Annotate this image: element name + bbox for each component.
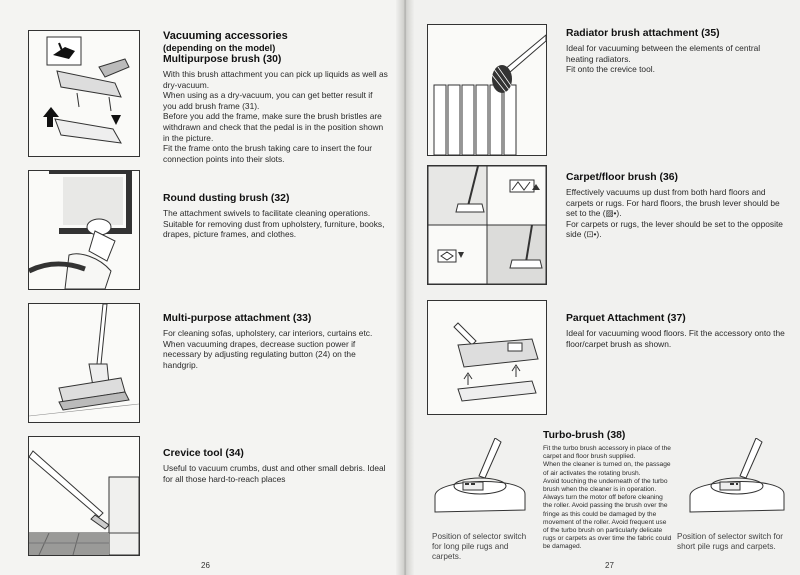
section-text: For carpets or rugs, the lever should be set to the opposite side (⊡•). [566, 218, 783, 240]
section-text: Fit onto the crevice tool. [566, 64, 655, 75]
radiator-brush-section [566, 28, 788, 75]
crevice-tool-section [163, 448, 388, 484]
turbo-brush-section [543, 430, 673, 552]
section-title: Turbo-brush (38) [543, 430, 626, 441]
section-title: Parquet Attachment (37) [566, 313, 686, 324]
section-text: Always turn the motor off before cleaning the roller. Avoid passing the brush over the fringe as this could be damaged by the movement of the roller. Avoid frequent use of the turbo brush on particularly delicate rugs or carpets as over time the fabric could be damaged. [543, 494, 672, 551]
multi-purpose-attachment-illustration [28, 303, 140, 423]
turbo-brush-long-pile-drawing [425, 438, 535, 528]
section-text: Effectively vacuums up dust from both hard floors and carpets or rugs. For hard floors, the brush lever should be set to the (▨•). [566, 187, 780, 219]
section-text: Before you add the frame, make sure the brush bristles are withdrawn and check that the pedal is in the position shown in the picture. [163, 111, 384, 143]
multipurpose-brush-illustration [28, 30, 140, 157]
parquet-attachment-illustration [427, 300, 547, 415]
right-page [405, 0, 800, 575]
crevice-tool-illustration [28, 436, 140, 556]
carpet-floor-brush-section [566, 172, 788, 240]
section-text: Ideal for vacuuming between the elements of central heating radiators. [566, 43, 761, 64]
carpet-floor-brush-illustration [427, 165, 547, 285]
section-text: When the cleaner is turned on, the passage of air activates the rotating brush. [543, 461, 671, 477]
vacuuming-accessories-subtitle: (depending on the model) [163, 43, 276, 53]
round-dusting-brush-section [163, 193, 388, 240]
section-text: Fit the frame onto the brush taking care to insert the four connection points into their slots. [163, 143, 373, 164]
radiator-brush-illustration [427, 24, 547, 156]
long-pile-caption: Position of selector switch for long pile rugs and carpets. [432, 532, 527, 561]
round-dusting-brush-illustration [28, 170, 140, 290]
parquet-attachment-section [566, 313, 788, 349]
section-text: Fit the turbo brush accessory in place of the carpet and floor brush supplied. [543, 445, 671, 461]
turbo-brush-short-pile-drawing [680, 438, 792, 530]
vacuuming-accessories-title: Vacuuming accessories [163, 30, 288, 42]
section-text: Useful to vacuum crumbs, dust and other small debris. Ideal for all those hard-to-reach places [163, 463, 386, 484]
section-title: Carpet/floor brush (36) [566, 172, 678, 183]
page-number: 27 [605, 561, 614, 570]
multi-purpose-attachment-section [163, 313, 388, 370]
section-text: With this brush attachment you can pick up liquids as well as dry-vacuum. [163, 69, 388, 90]
multipurpose-brush-section [163, 30, 388, 164]
section-title: Round dusting brush (32) [163, 193, 290, 204]
section-title: Crevice tool (34) [163, 448, 244, 459]
section-text: When using as a dry-vacuum, you can get better result if you add brush frame (31). [163, 90, 373, 111]
section-text: The attachment swivels to facilitate cleaning operations. Suitable for removing dust from upholstery, furniture, books, drapes, picture frames, and clothes. [163, 208, 385, 240]
page-number: 26 [201, 561, 210, 570]
section-title: Radiator brush attachment (35) [566, 28, 720, 39]
section-title: Multi-purpose attachment (33) [163, 313, 312, 324]
section-text: Avoid touching the underneath of the turbo brush when the cleaner is in operation. [543, 477, 668, 494]
short-pile-caption: Position of selector switch for short pile rugs and carpets. [677, 532, 784, 551]
section-title: Multipurpose brush (30) [163, 54, 282, 65]
section-text: Ideal for vacuuming wood floors. Fit the accessory onto the floor/carpet brush as shown. [566, 328, 785, 349]
section-text: For cleaning sofas, upholstery, car interiors, curtains etc. When vacuuming drapes, decrease suction power if necessary by adjusting regulating button (24) on the handgrip. [163, 328, 373, 370]
book-gutter [396, 0, 414, 575]
